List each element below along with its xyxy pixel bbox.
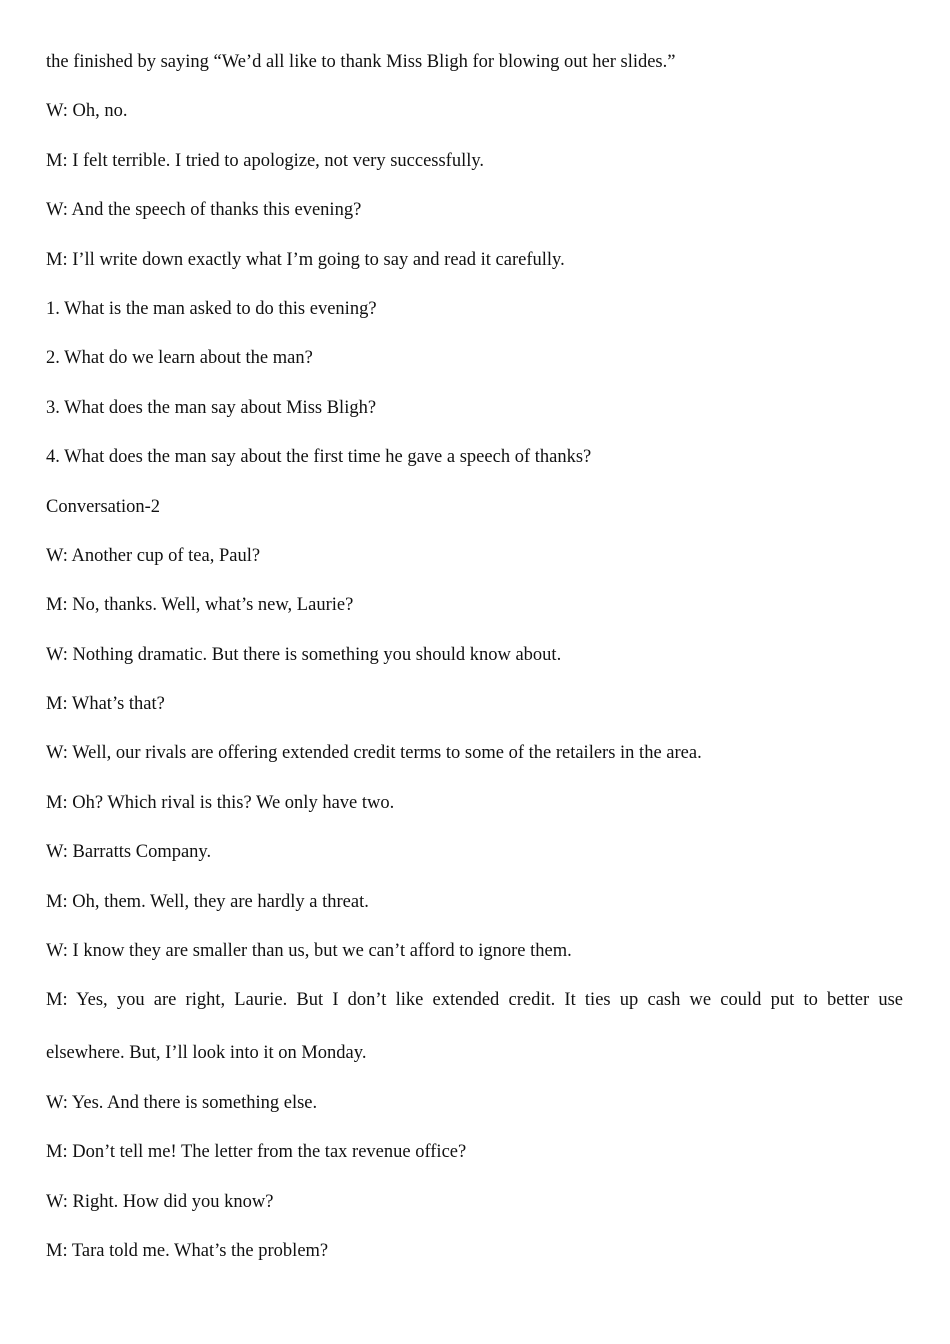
dialogue-line: W: I know they are smaller than us, but we can’t afford to ignore them. xyxy=(46,941,572,962)
document-page xyxy=(46,49,903,1287)
dialogue-line: M: I’ll write down exactly what I’m going to say and read it carefully. xyxy=(46,249,565,270)
dialogue-line-part-2: elsewhere. But, I’ll look into it on Monday. xyxy=(46,1043,367,1064)
dialogue-line: M: Oh, them. Well, they are hardly a threat. xyxy=(46,891,369,912)
dialogue-line: the finished by saying “We’d all like to thank Miss Bligh for blowing out her slides.” xyxy=(46,52,676,72)
question-item: 4. What does the man say about the first time he gave a speech of thanks? xyxy=(46,447,592,468)
dialogue-line: W: Well, our rivals are offering extended credit terms to some of the retailers in the area. xyxy=(46,743,702,764)
dialogue-line: W: And the speech of thanks this evening? xyxy=(46,200,362,221)
question-item: 2. What do we learn about the man? xyxy=(46,348,313,369)
dialogue-line: M: I felt terrible. I tried to apologize, not very successfully. xyxy=(46,150,485,171)
dialogue-line: W: Oh, no. xyxy=(46,101,128,122)
dialogue-line: M: Don’t tell me! The letter from the tax revenue office? xyxy=(46,1142,467,1163)
dialogue-line-part-1: M: Yes, you are right, Laurie. But I don’t like extended credit. It ties up cash we could put to better use xyxy=(46,990,903,1011)
question-item: 1. What is the man asked to do this evening? xyxy=(46,298,377,319)
dialogue-line: M: What’s that? xyxy=(46,694,165,715)
dialogue-paragraph xyxy=(46,987,903,1066)
dialogue-line: M: Oh? Which rival is this? We only have two. xyxy=(46,792,395,813)
dialogue-line: M: Tara told me. What’s the problem? xyxy=(46,1240,329,1261)
dialogue-line: W: Barratts Company. xyxy=(46,842,212,863)
dialogue-line: W: Yes. And there is something else. xyxy=(46,1092,318,1113)
question-item: 3. What does the man say about Miss Bligh? xyxy=(46,397,377,418)
dialogue-line: M: No, thanks. Well, what’s new, Laurie? xyxy=(46,595,354,616)
dialogue-line: W: Another cup of tea, Paul? xyxy=(46,545,261,566)
dialogue-line: W: Nothing dramatic. But there is something you should know about. xyxy=(46,644,562,665)
dialogue-line: W: Right. How did you know? xyxy=(46,1191,274,1212)
section-heading: Conversation-2 xyxy=(46,496,161,517)
